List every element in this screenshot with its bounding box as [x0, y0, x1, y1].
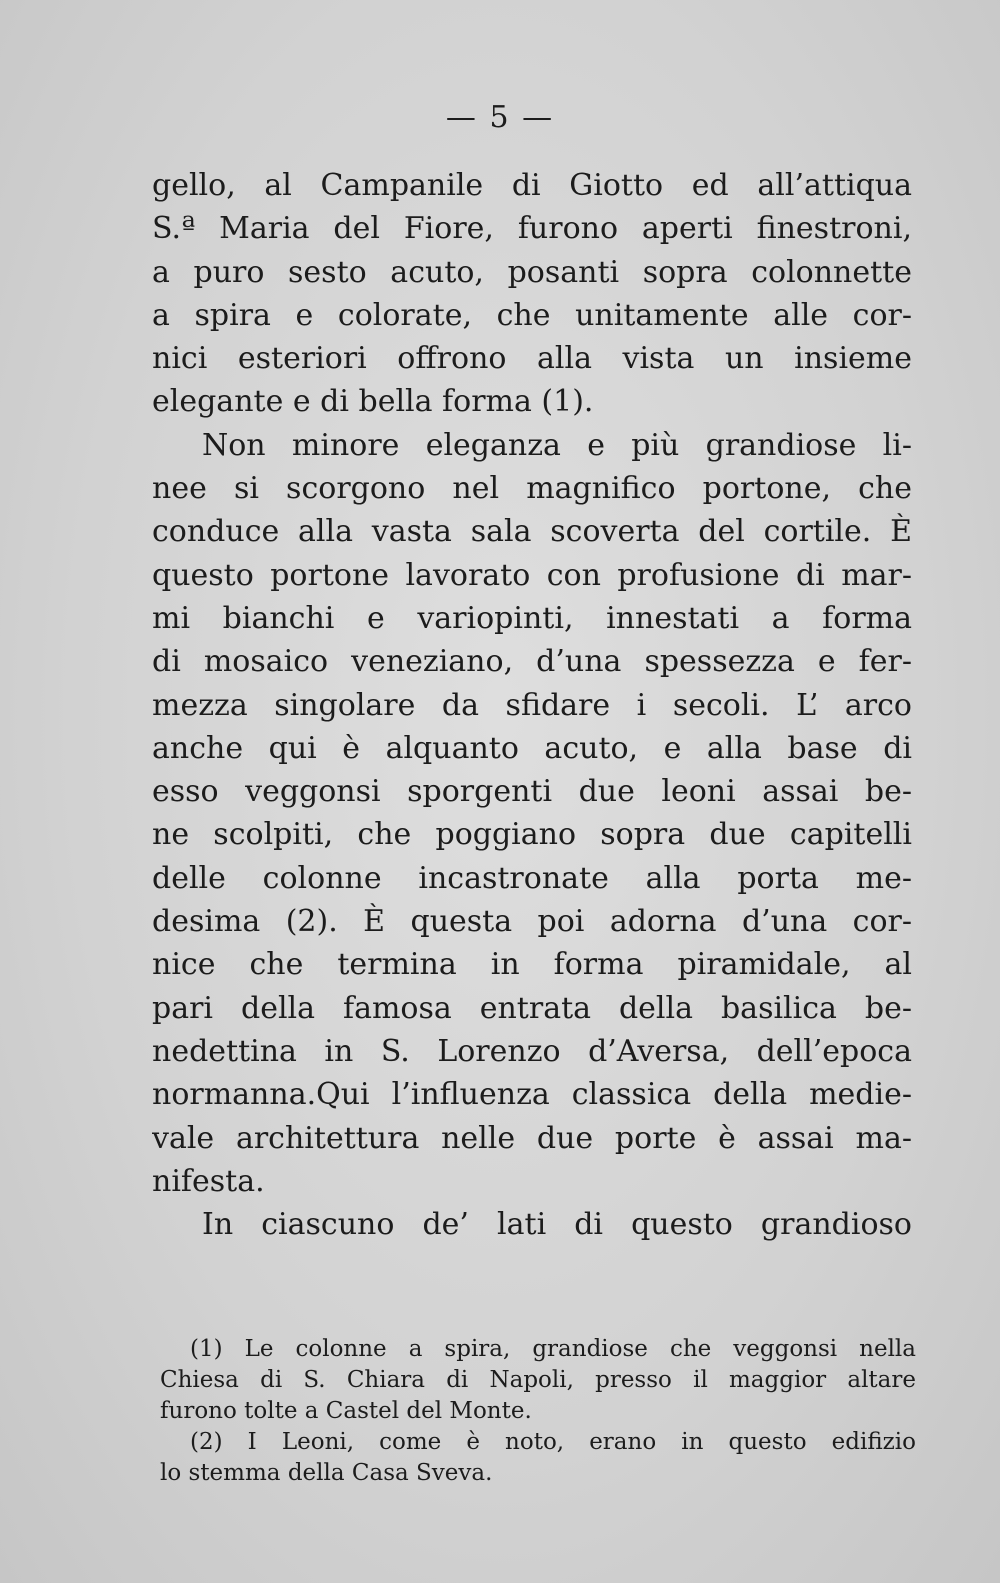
text-line: Non minore eleganza e più grandiose li-: [202, 427, 912, 463]
text-line: questo portone lavorato con profusione di mar-: [152, 557, 912, 593]
text-line: In ciascuno de’ lati di questo grandioso: [202, 1207, 912, 1243]
text-line: elegante e di bella forma (1).: [152, 384, 594, 420]
text-line: a spira e colorate, che unitamente alle cor-: [152, 297, 912, 333]
footnote-line: lo stemma della Casa Sveva.: [160, 1460, 493, 1486]
footnote-line: Chiesa di S. Chiara di Napoli, presso il maggior altare: [160, 1367, 916, 1393]
text-line: anche qui è alquanto acuto, e alla base di: [152, 730, 912, 766]
text-line: nifesta.: [152, 1163, 265, 1199]
text-line: S.ª Maria del Fiore, furono aperti finestroni,: [152, 211, 912, 247]
text-line: normanna.Qui l’influenza classica della medie-: [152, 1077, 912, 1113]
text-line: mi bianchi e variopinti, innestati a forma: [152, 600, 912, 636]
text-line: a puro sesto acuto, posanti sopra colonnette: [152, 254, 912, 290]
footnotes: [160, 1334, 916, 1489]
text-line: nee si scorgono nel magnifico portone, che: [152, 471, 912, 507]
footnote-line: (1) Le colonne a spira, grandiose che veggonsi nella: [190, 1336, 916, 1362]
text-line: gello, al Campanile di Giotto ed all’attiqua: [152, 168, 912, 203]
text-line: ne scolpiti, che poggiano sopra due capitelli: [152, 817, 912, 853]
footnote-line: furono tolte a Castel del Monte.: [160, 1398, 532, 1424]
footnote-line: (2) I Leoni, come è noto, erano in questo edifizio: [190, 1429, 916, 1455]
text-line: nici esteriori offrono alla vista un insieme: [152, 341, 912, 377]
text-line: mezza singolare da sfidare i secoli. L’ arco: [152, 687, 912, 723]
text-line: nedettina in S. Lorenzo d’Aversa, dell’epoca: [152, 1033, 912, 1069]
body-text: [152, 164, 912, 1246]
text-line: di mosaico veneziano, d’una spessezza e fer-: [152, 644, 912, 680]
text-line: nice che termina in forma piramidale, al: [152, 947, 912, 983]
text-line: conduce alla vasta sala scoverta del cortile. È: [152, 514, 912, 550]
text-line: vale architettura nelle due porte è assai ma-: [152, 1120, 912, 1156]
text-line: esso veggonsi sporgenti due leoni assai be-: [152, 774, 912, 810]
text-line: pari della famosa entrata della basilica be-: [152, 990, 912, 1026]
page-number: — 5 —: [445, 100, 555, 135]
text-line: desima (2). È questa poi adorna d’una cor-: [152, 904, 912, 940]
text-line: delle colonne incastronate alla porta me-: [152, 860, 912, 896]
